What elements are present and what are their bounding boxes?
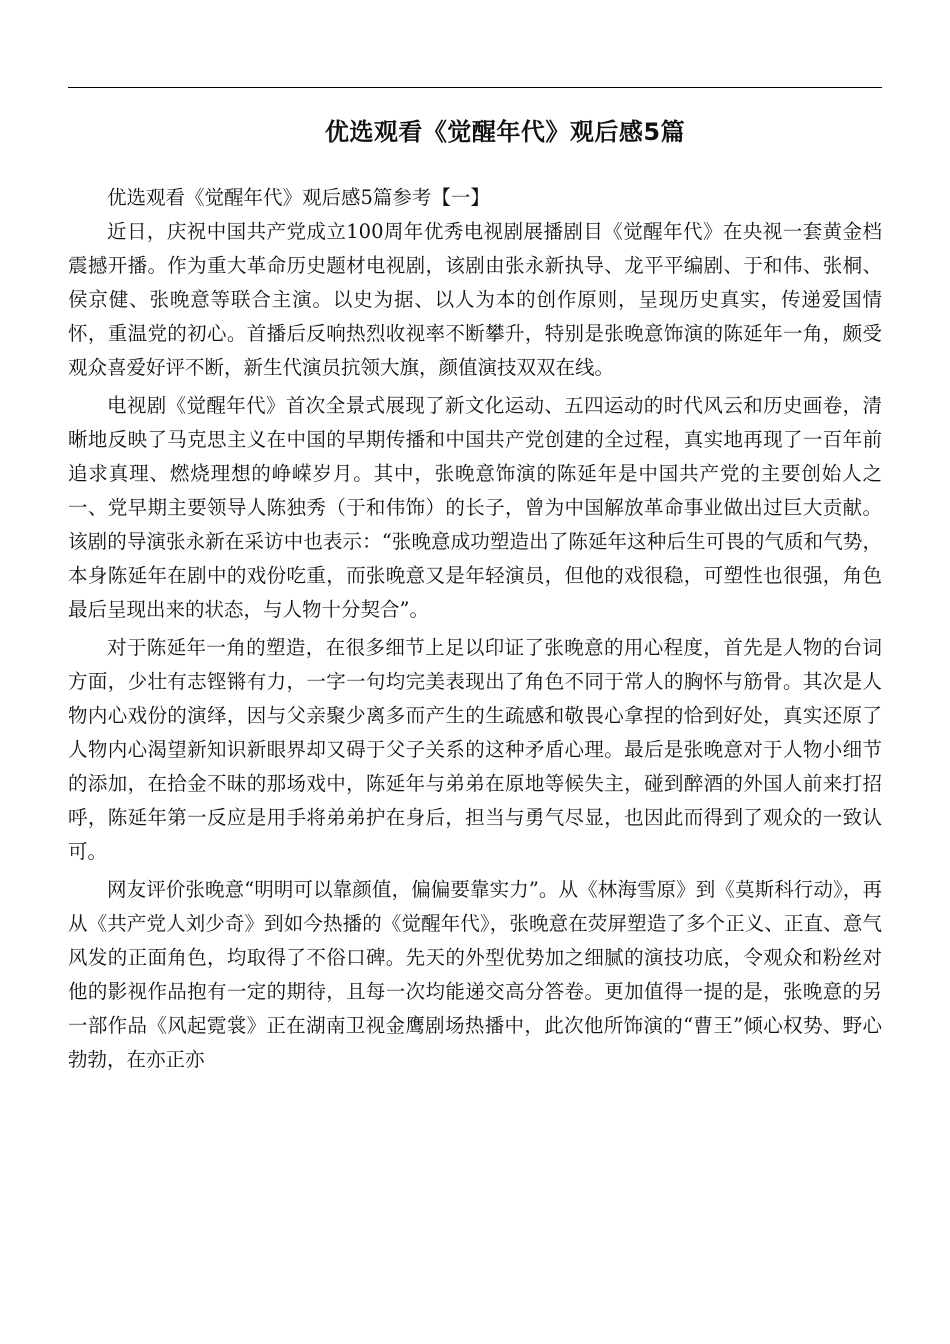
document-body [68,181,882,1081]
paragraph: 对于陈延年一角的塑造，在很多细节上足以印证了张晚意的用心程度，首先是人物的台词方面，少壮有志铿锵有力，一字一句均完美表现出了角色不同于常人的胸怀与筋骨。其次是人物内心戏份的演绎，因与父亲聚少离多而产生的生疏感和敬畏心拿捏的恰到好处，真实还原了人物内心渴望新知识新眼界却又碍于父子关系的这种矛盾心理。最后是张晚意对于人物小细节的添加，在拾金不昧的那场戏中，陈延年与弟弟在原地等候失主，碰到醉酒的外国人前来打招呼，陈延年第一反应是用手将弟弟护在身后，担当与勇气尽显，也因此而得到了观众的一致认可。 [68,636,882,863]
paragraph: 电视剧《觉醒年代》首次全景式展现了新文化运动、五四运动的时代风云和历史画卷，清晰地反映了马克思主义在中国的早期传播和中国共产党创建的全过程，真实地再现了一百年前追求真理、燃烧理想的峥嵘岁月。其中，张晚意饰演的陈延年是中国共产党的主要创始人之一、党早期主要领导人陈独秀（于和伟饰）的长子，曾为中国解放革命事业做出过巨大贡献。该剧的导演张永新在采访中也表示：“张晚意成功塑造出了陈延年这种后生可畏的气质和气势，本身陈延年在剧中的戏份吃重，而张晚意又是年轻演员，但他的戏很稳，可塑性也很强，角色最后呈现出来的状态，与人物十分契合”。 [68,394,882,621]
section-heading: 优选观看《觉醒年代》观后感5篇参考【一】 [107,186,490,209]
document-title: 优选观看《觉醒年代》观后感5篇 [324,118,686,147]
paragraph: 网友评价张晚意“明明可以靠颜值，偏偏要靠实力”。从《林海雪原》到《莫斯科行动》，再从《共产党人刘少奇》到如今热播的《觉醒年代》，张晚意在荧屏塑造了多个正义、正直、意气风发的正面角色，均取得了不俗口碑。先天的外型优势加之细腻的演技功底，令观众和粉丝对他的影视作品抱有一定的期待，且每一次均能递交高分答卷。更加值得一提的是，张晚意的另一部作品《风起霓裳》正在湖南卫视金鹰剧场热播中，此次他所饰演的“曹王”倾心权势、野心勃勃，在亦正亦 [68,878,882,1071]
header-rule [68,87,882,88]
paragraph: 近日，庆祝中国共产党成立100周年优秀电视剧展播剧目《觉醒年代》在央视一套黄金档震撼开播。作为重大革命历史题材电视剧，该剧由张永新执导、龙平平编剧、于和伟、张桐、侯京健、张晚意等联合主演。以史为据、以人为本的创作原则，呈现历史真实，传递爱国情怀，重温党的初心。首播后反响热烈收视率不断攀升，特别是张晚意饰演的陈延年一角，颇受观众喜爱好评不断，新生代演员抗领大旗，颜值演技双双在线。 [68,220,882,379]
